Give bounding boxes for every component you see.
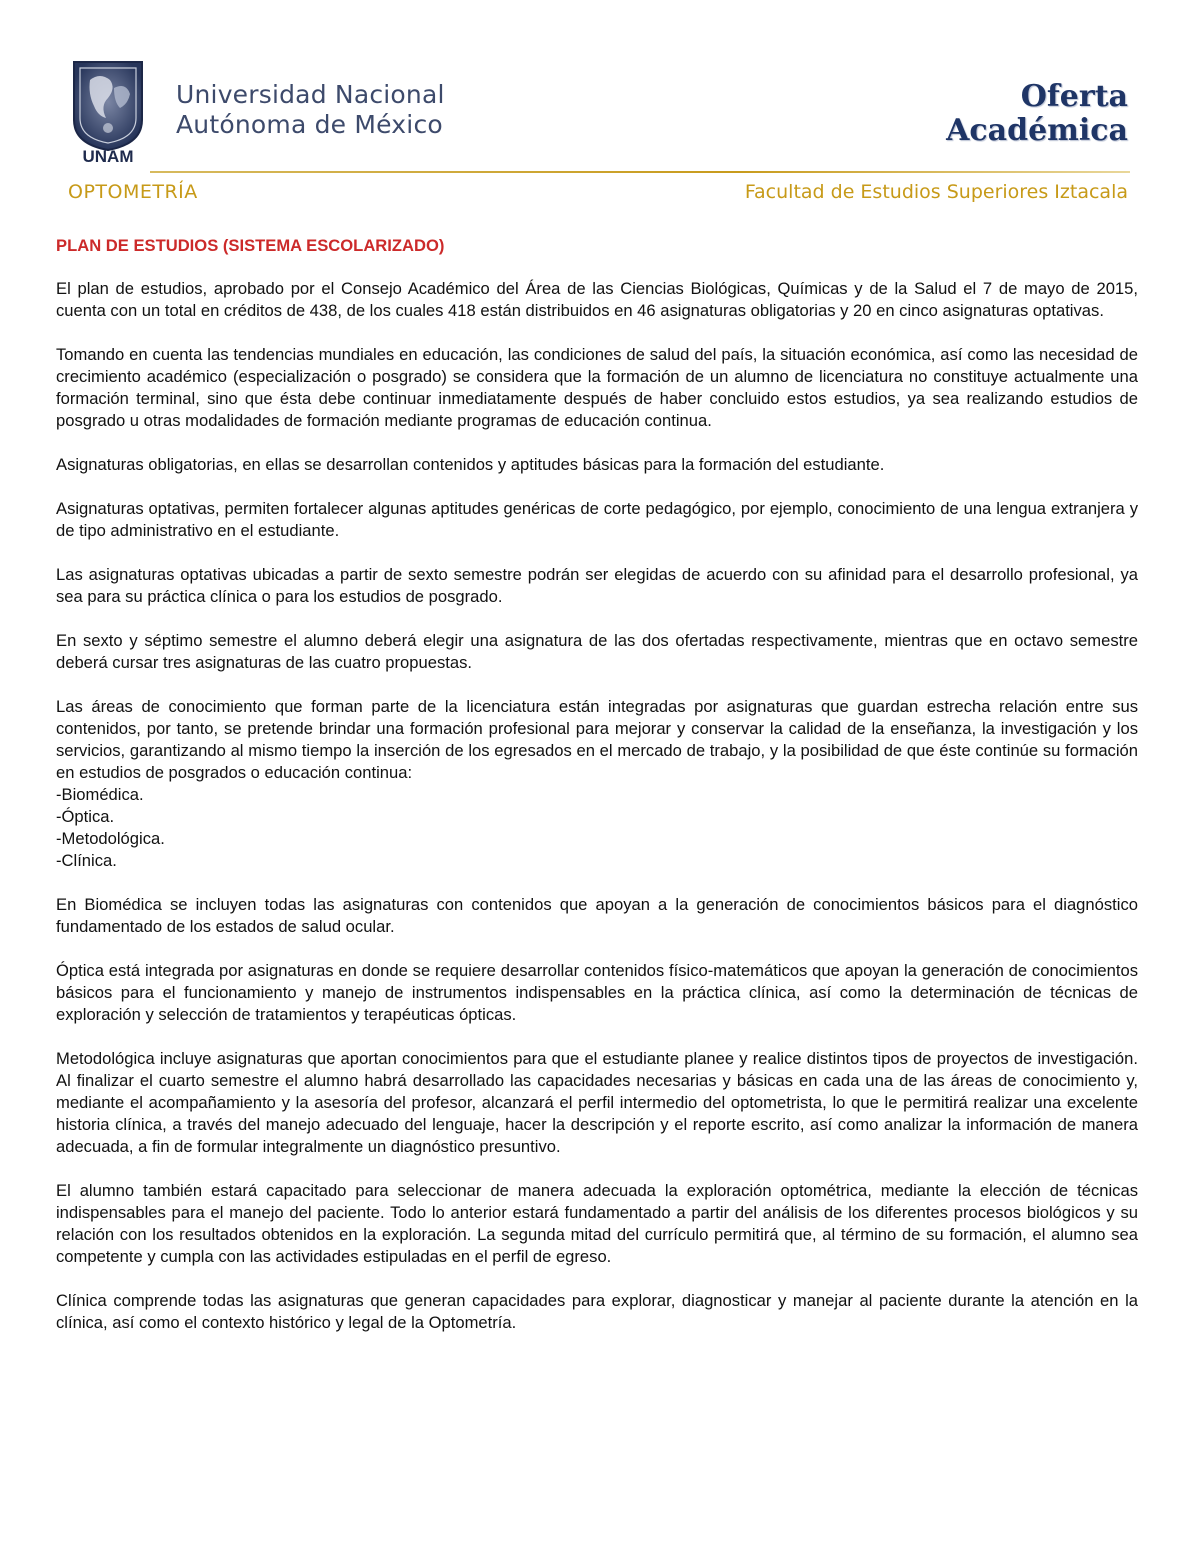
paragraph-student-capabilities: El alumno también estará capacitado para seleccionar de manera adecuada la exploración optométrica, mediante la elección de técnicas indispensables para el manejo del paciente. Todo lo anterior estará fundamentado a partir del análisis de los diferentes procesos biológicos y su relación con los resultados obtenidos en la exploración. La segunda mitad del currículo permitirá que, al término de su formación, el alumno sea competente y cumpla con las actividades estipuladas en el perfil de egreso. — [56, 1181, 1138, 1266]
faculty-name: Facultad de Estudios Superiores Iztacala — [744, 181, 1128, 203]
university-name-line2: Autónoma de México — [176, 110, 443, 139]
document-body — [56, 235, 1138, 1356]
paragraph-clinica: Clínica comprende todas las asignaturas que generan capacidades para explorar, diagnosticar y manejar al paciente durante la atención en la clínica, así como el contexto histórico y legal de la Optometría. — [56, 1291, 1138, 1332]
section-title: PLAN DE ESTUDIOS (SISTEMA ESCOLARIZADO) — [56, 236, 445, 255]
list-item: -Biomédica. — [56, 785, 144, 804]
list-item: -Óptica. — [56, 807, 115, 826]
header-divider — [150, 171, 1130, 173]
list-item: -Metodológica. — [56, 829, 165, 848]
paragraph-mandatory-subjects: Asignaturas obligatorias, en ellas se desarrollan contenidos y aptitudes básicas para la formación del estudiante. — [56, 455, 885, 474]
paragraph-trends: Tomando en cuenta las tendencias mundiales en educación, las condiciones de salud del país, la situación económica, así como las necesidad de crecimiento académico (especialización o posgrado) se considera que la formación de un alumno de licenciatura no constituye actualmente una formación terminal, sino que ésta debe continuar inmediatamente después de haber concluido estos estudios, ya sea realizando estudios de posgrado u otras modalidades de formación mediante programas de educación continua. — [56, 345, 1138, 430]
university-name-line1: Universidad Nacional — [176, 80, 445, 109]
university-name — [176, 80, 445, 140]
paragraph-plan-overview: El plan de estudios, aprobado por el Consejo Académico del Área de las Ciencias Biológicas, Químicas y de la Salud el 7 de mayo de 2015, cuenta con un total en créditos de 438, de los cuales 418 están distribuidos en 46 asignaturas obligatorias y 20 en cinco asignaturas optativas. — [56, 279, 1138, 320]
paragraph-optional-from-sixth: Las asignaturas optativas ubicadas a partir de sexto semestre podrán ser elegidas de acuerdo con su afinidad para el desarrollo profesional, ya sea para su práctica clínica o para los estudios de posgrado. — [56, 565, 1138, 606]
oferta-academica-logo — [946, 80, 1128, 148]
areas-list — [56, 784, 1138, 872]
oferta-line2: Académica — [946, 113, 1128, 148]
program-name: OPTOMETRÍA — [68, 181, 198, 203]
paragraph-optica: Óptica está integrada por asignaturas en donde se requiere desarrollar contenidos físico-matemáticos que apoyan la generación de conocimientos básicos para el funcionamiento y manejo de instrumentos indispensables en la práctica clínica, así como la determinación de técnicas de exploración y selección de tratamientos y terapéuticas ópticas. — [56, 961, 1138, 1024]
paragraph-semester-choices: En sexto y séptimo semestre el alumno deberá elegir una asignatura de las dos ofertadas respectivamente, mientras que en octavo semestre deberá cursar tres asignaturas de las cuatro propuestas. — [56, 631, 1138, 672]
document-header — [0, 0, 1200, 215]
paragraph-biomedica: En Biomédica se incluyen todas las asignaturas con contenidos que apoyan a la generación de conocimientos básicos para el diagnóstico fundamentado de los estados de salud ocular. — [56, 895, 1138, 936]
seal-acronym: UNAM — [82, 147, 134, 164]
paragraph-knowledge-areas: Las áreas de conocimiento que forman parte de la licenciatura están integradas por asignaturas que guardan estrecha relación entre sus contenidos, por tanto, se pretende brindar una formación profesional para mejorar y conservar la calidad de la enseñanza, la investigación y los servicios, garantizando al mismo tiempo la inserción de los egresados en el mercado de trabajo, y la posibilidad de que éste continúe su formación en estudios de posgrados o educación continua: — [56, 697, 1138, 782]
oferta-line1: Oferta — [1020, 79, 1128, 114]
paragraph-optional-subjects: Asignaturas optativas, permiten fortalecer algunas aptitudes genéricas de corte pedagógico, por ejemplo, conocimiento de una lengua extranjera y de tipo administrativo en el estudiante. — [56, 499, 1138, 540]
list-item: -Clínica. — [56, 851, 117, 870]
paragraph-metodologica: Metodológica incluye asignaturas que aportan conocimientos para que el estudiante planee y realice distintos tipos de proyectos de investigación. Al finalizar el cuarto semestre el alumno habrá desarrollado las capacidades necesarias y básicas en cada una de las áreas de conocimiento y, mediante el acompañamiento y la asesoría del profesor, alcanzará el perfil intermedio del optometrista, lo que le permitirá realizar una excelente historia clínica, a través del manejo adecuado del lenguaje, hacer la descripción y el reporte escrito, así como analizar la información de manera adecuada, a fin de formular integralmente un diagnóstico presuntivo. — [56, 1049, 1138, 1156]
unam-seal-logo — [70, 58, 146, 164]
